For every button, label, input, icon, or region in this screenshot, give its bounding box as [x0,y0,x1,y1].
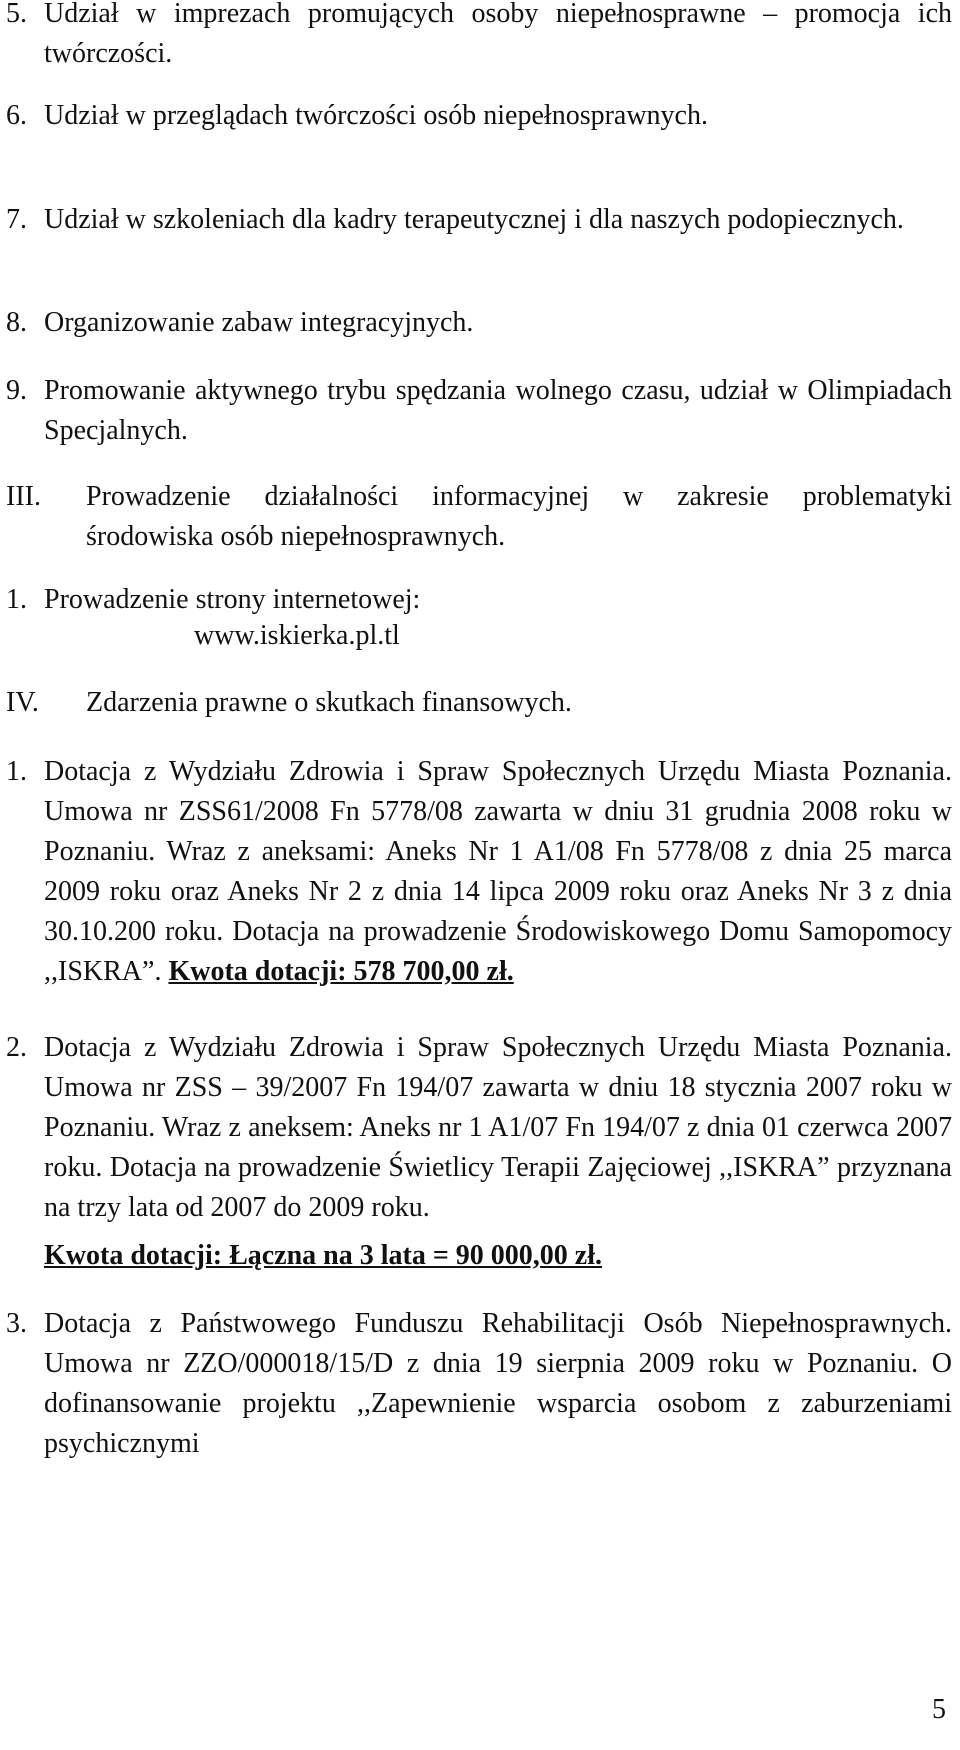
page-number: 5 [932,1694,946,1725]
item-number: 3. [6,1308,27,1339]
item-text: Dotacja z Wydziału Zdrowia i Spraw Społecznych Urzędu Miasta Poznania. Umowa nr ZSS – 39/2007 Fn 194/07 zawarta w dniu 18 stycznia 2007 roku w Poznaniu. Wraz z aneksem: Aneks nr 1 A1/07 Fn 194/07 z dnia 01 czerwca 2007 roku. Dotacja na prowadzenie Świetlicy Terapii Zajęciowej ,,ISKRA” przyznana na trzy lata od 2007 do 2009 roku. [44,1032,952,1223]
section-title: Prowadzenie działalności informacyjnej w zakresie problematyki środowiska osób niepełnosprawnych. [86,481,952,552]
item-number: 1. [6,756,27,787]
item-text: Dotacja z Państwowego Funduszu Rehabilitacji Osób Niepełnosprawnych. Umowa nr ZZO/000018/15/D z dnia 19 sierpnia 2009 roku w Poznaniu. O dofinansowanie projektu ,,Zapewnienie wsparcia osobom z zaburzeniami psychicznymi [44,1308,952,1459]
item-text: Udział w imprezach promujących osoby niepełnosprawne – promocja ich twórczości. [44,0,952,69]
item-number: 9. [6,375,27,406]
item-text: Promowanie aktywnego trybu spędzania wolnego czasu, udział w Olimpiadach Specjalnych. [44,375,952,446]
grant-description: Dotacja z Wydziału Zdrowia i Spraw Społecznych Urzędu Miasta Poznania. Umowa nr ZSS61/2008 Fn 5778/08 zawarta w dniu 31 grudnia 2008 roku w Poznaniu. Wraz z aneksami: Aneks Nr 1 A1/08 Fn 5778/08 z dnia 25 marca 2009 roku oraz Aneks Nr 2 z dnia 14 lipca 2009 roku oraz Aneks Nr 3 z dnia 30.10.200 roku. Dotacja na prowadzenie Środowiskowego Domu Samopomocy ,,ISKRA”. [44,756,952,987]
grant-amount: Kwota dotacji: Łączna na 3 lata = 90 000,00 zł. [44,1240,603,1271]
item-number: 8. [6,307,27,338]
item-text: Prowadzenie strony internetowej: [44,584,421,615]
list-item-9 [6,371,954,451]
item-number: 5. [6,0,27,29]
list-item-7 [6,200,954,240]
section-4-item-2-amount-row [6,1236,954,1276]
item-text: Udział w szkoleniach dla kadry terapeutycznej i dla naszych podopiecznych. [44,204,904,235]
grant-amount: Kwota dotacji: 578 700,00 zł. [168,956,514,987]
item-number: 2. [6,1032,27,1063]
section-4-heading [6,683,954,723]
item-text: Udział w przeglądach twórczości osób niepełnosprawnych. [44,100,708,131]
section-4-item-2 [6,1028,954,1228]
item-text: Organizowanie zabaw integracyjnych. [44,307,474,338]
list-item-8 [6,303,954,343]
item-text [44,752,952,992]
list-item-6 [6,96,954,136]
section-number: IV. [6,687,39,718]
website-url[interactable]: www.iskierka.pl.tl [194,620,400,651]
section-3-item-1 [6,580,954,620]
section-title: Zdarzenia prawne o skutkach finansowych. [86,687,572,718]
section-4-item-3 [6,1304,954,1464]
item-number: 1. [6,584,27,615]
item-number: 7. [6,204,27,235]
item-number: 6. [6,100,27,131]
section-number: III. [6,481,41,512]
section-3-heading [6,477,954,557]
list-item-5 [6,0,954,74]
section-4-item-1 [6,752,954,992]
